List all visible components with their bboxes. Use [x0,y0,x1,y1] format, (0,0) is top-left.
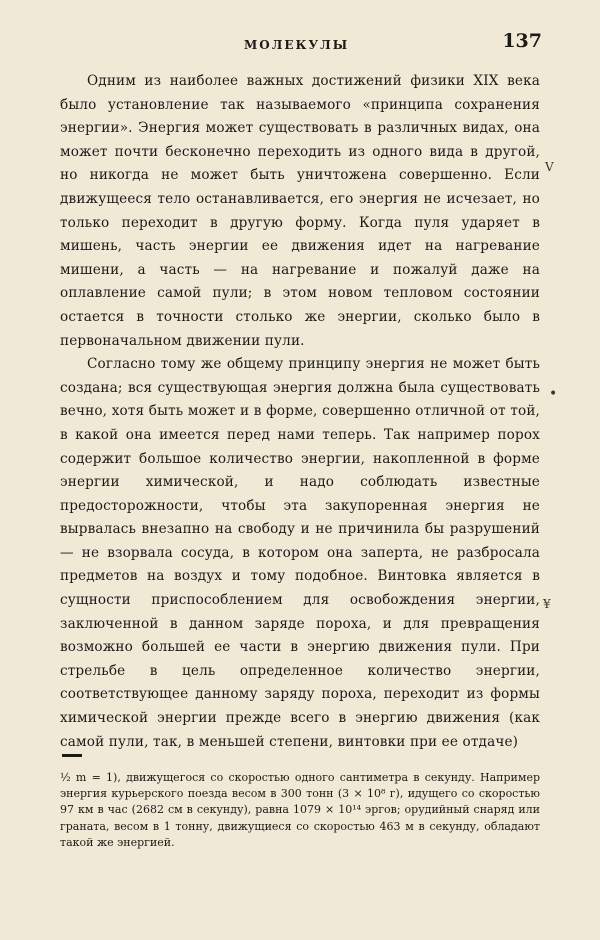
page-number: 137 [502,30,542,52]
footnote: ½ m = 1), движущегося со скоростью одного сантиметра в секунду. Например энергия курьерского поезда весом в 300 тонн (3 × 10⁸ г), идущего со скоростью 97 км в час (2682 см в секунду), равна 1079 × 10¹⁴ эргов; орудийный снаряд или граната, весом в 1 тонну, движущиеся со скоростью 463 м в секунду, обладают такой же энергией. [60,771,540,849]
page-header [58,28,542,58]
body-text [60,70,540,754]
paragraph-energy-conservation: Одним из наиболее важных достижений физики XIX века было установление так называемого «принципа сохранения энергии». Энергия может существовать в различных видах, она может почти бесконечно переходить из одного вида в другой, но никогда не может быть уничтожена совершенно. Если движущееся тело останавливается, его энергия не исчезает, но только переходит в другую форму. Когда пуля ударяет в мишень, часть энергии ее движения идет на нагревание мишени, а часть — на нагревание и пожалуй даже на оплавление самой пули; в этом новом тепловом состоянии остается в точности столько же энергии, сколько было в первоначальном движении пули. [60,73,540,349]
paragraph-energy-creation: Согласно тому же общему принципу энергия не может быть создана; вся существующая энергия должна была существовать вечно, хотя быть может и в форме, совершенно отличной от той, в какой она имеется перед нами теперь. Так например порох содержит большое количество энергии, накопленной в форме энергии химической, и надо соблюдать известные предосторожности, чтобы эта закупоренная энергия не вырвалась внезапно на свободу и не причинила бы разрушений — не взорвала сосуда, в котором она заперта, не разбросала предметов на воздух и тому подобное. Винтовка является в сущности приспособлением для освобождения энергии, заключенной в данном заряде пороха, и для превращения возможно большей ее части в энергию движения пули. При стрельбе в цель определенное количество энергии, соответствующее данному заряду пороха, переходит из формы химической энергии прежде всего в энергию движения (как самой пули, так, в меньшей степени, винтовки при ее отдаче) [60,356,540,750]
margin-tick-mark: ¥ [543,597,551,611]
margin-check-mark: V [545,160,554,174]
footnote-rule [62,754,82,757]
margin-dot-mark: • [549,386,558,402]
running-head: МОЛЕКУЛЫ [244,38,350,52]
